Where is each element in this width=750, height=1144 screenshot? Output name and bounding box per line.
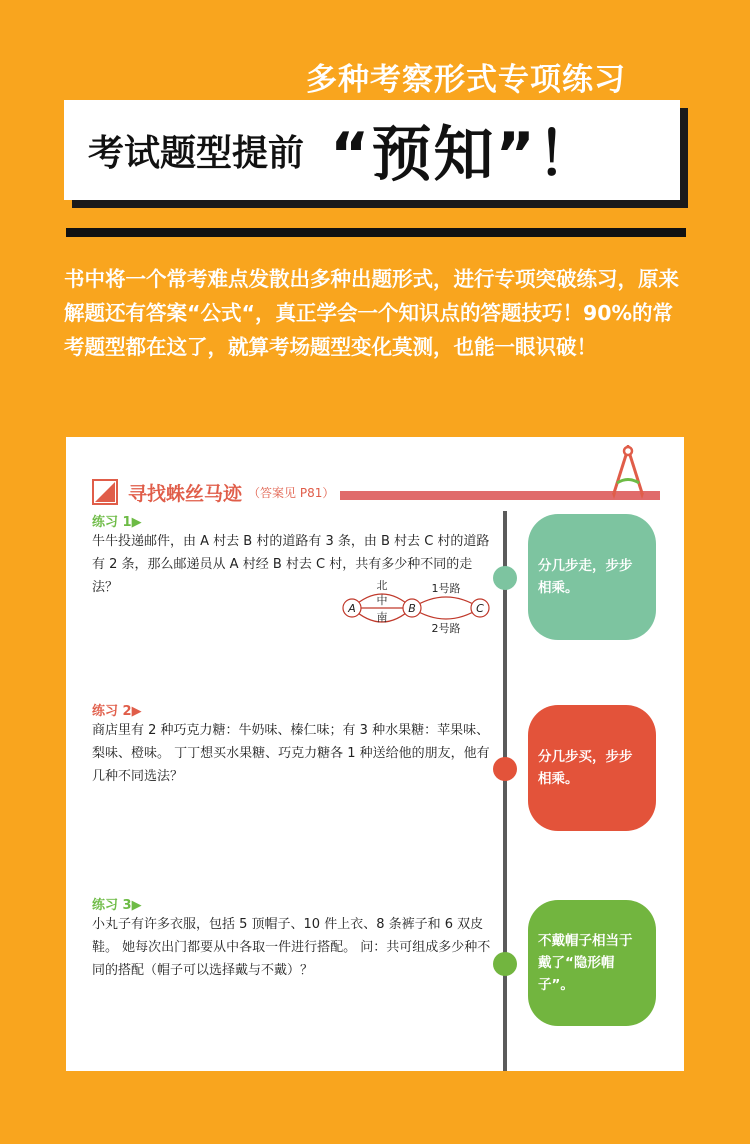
node-b-label: B: [408, 602, 416, 615]
hint-bubble-1: [528, 514, 656, 640]
hero-quote: “预知”！: [330, 120, 599, 190]
hint-3-text: 不戴帽子相当于戴了“隐形帽子”。: [538, 933, 633, 993]
exercise-3-text: 小丸子有许多衣服，包括 5 顶帽子、10 件上衣、8 条裤子和 6 双皮鞋。 她每次出门都要从中各取一件进行搭配。 问：共可组成多少种不同的搭配（帽子可以选择戴与不戴）？: [92, 917, 491, 978]
road-south-label: 南: [376, 611, 388, 624]
hint-bubble-3: [528, 900, 656, 1026]
road-middle-label: 中: [376, 594, 388, 607]
road-1-label: 1号路: [431, 582, 461, 595]
node-a-label: A: [348, 602, 356, 615]
timeline-dot-1: [493, 566, 517, 590]
hint-bubble-2: [528, 705, 656, 831]
exercise-2-text: 商店里有 2 种巧克力糖：牛奶味、榛仁味；有 3 种水果糖：苹果味、梨味、橙味。 丁丁想买水果糖、巧克力糖各 1 种送给他的朋友，他有几种不同选法？: [92, 723, 490, 784]
section-answer-note: （答案见 P81）: [248, 485, 335, 500]
timeline-line: [503, 511, 507, 1071]
route-diagram: [338, 580, 494, 640]
hint-2-text: 分几步买，步步相乘。: [538, 749, 633, 787]
hero-lead: 考试题型提前: [88, 132, 305, 174]
section-triangle-icon: [92, 479, 118, 505]
node-c-label: C: [476, 602, 484, 615]
intro-paragraph: 书中将一个常考难点发散出多种出题形式，进行专项突破练习，原来解题还有答案“公式“，真正学会一个知识点的答题技巧！90%的常考题型都在这了，就算考场题型变化莫测，也能一眼识破！: [64, 267, 679, 359]
timeline-dot-3: [493, 952, 517, 976]
exercise-2-label: 练习 2▶: [92, 704, 142, 719]
hint-1-text: 分几步走，步步相乘。: [538, 558, 633, 596]
compass-icon: [606, 443, 650, 505]
exercise-1-text: 牛牛投递邮件，由 A 村去 B 村的道路有 3 条，由 B 村去 C 村的道路有 2 条，那么邮递员从 A 村经 B 村去 C 村，共有多少种不同的走法？: [92, 534, 490, 595]
divider: [66, 228, 686, 237]
road-2-label: 2号路: [431, 622, 461, 635]
timeline-dot-2: [493, 757, 517, 781]
sample-page-card: [66, 437, 684, 1071]
top-banner: 多种考察形式专项练习: [306, 61, 626, 98]
road-north-label: 北: [376, 580, 388, 592]
hero-headline: [64, 100, 680, 200]
section-title: 寻找蛛丝马迹: [128, 482, 243, 505]
section-header: [92, 477, 334, 507]
exercise-3-label: 练习 3▶: [92, 898, 142, 913]
exercise-1-label: 练习 1▶: [92, 515, 142, 530]
